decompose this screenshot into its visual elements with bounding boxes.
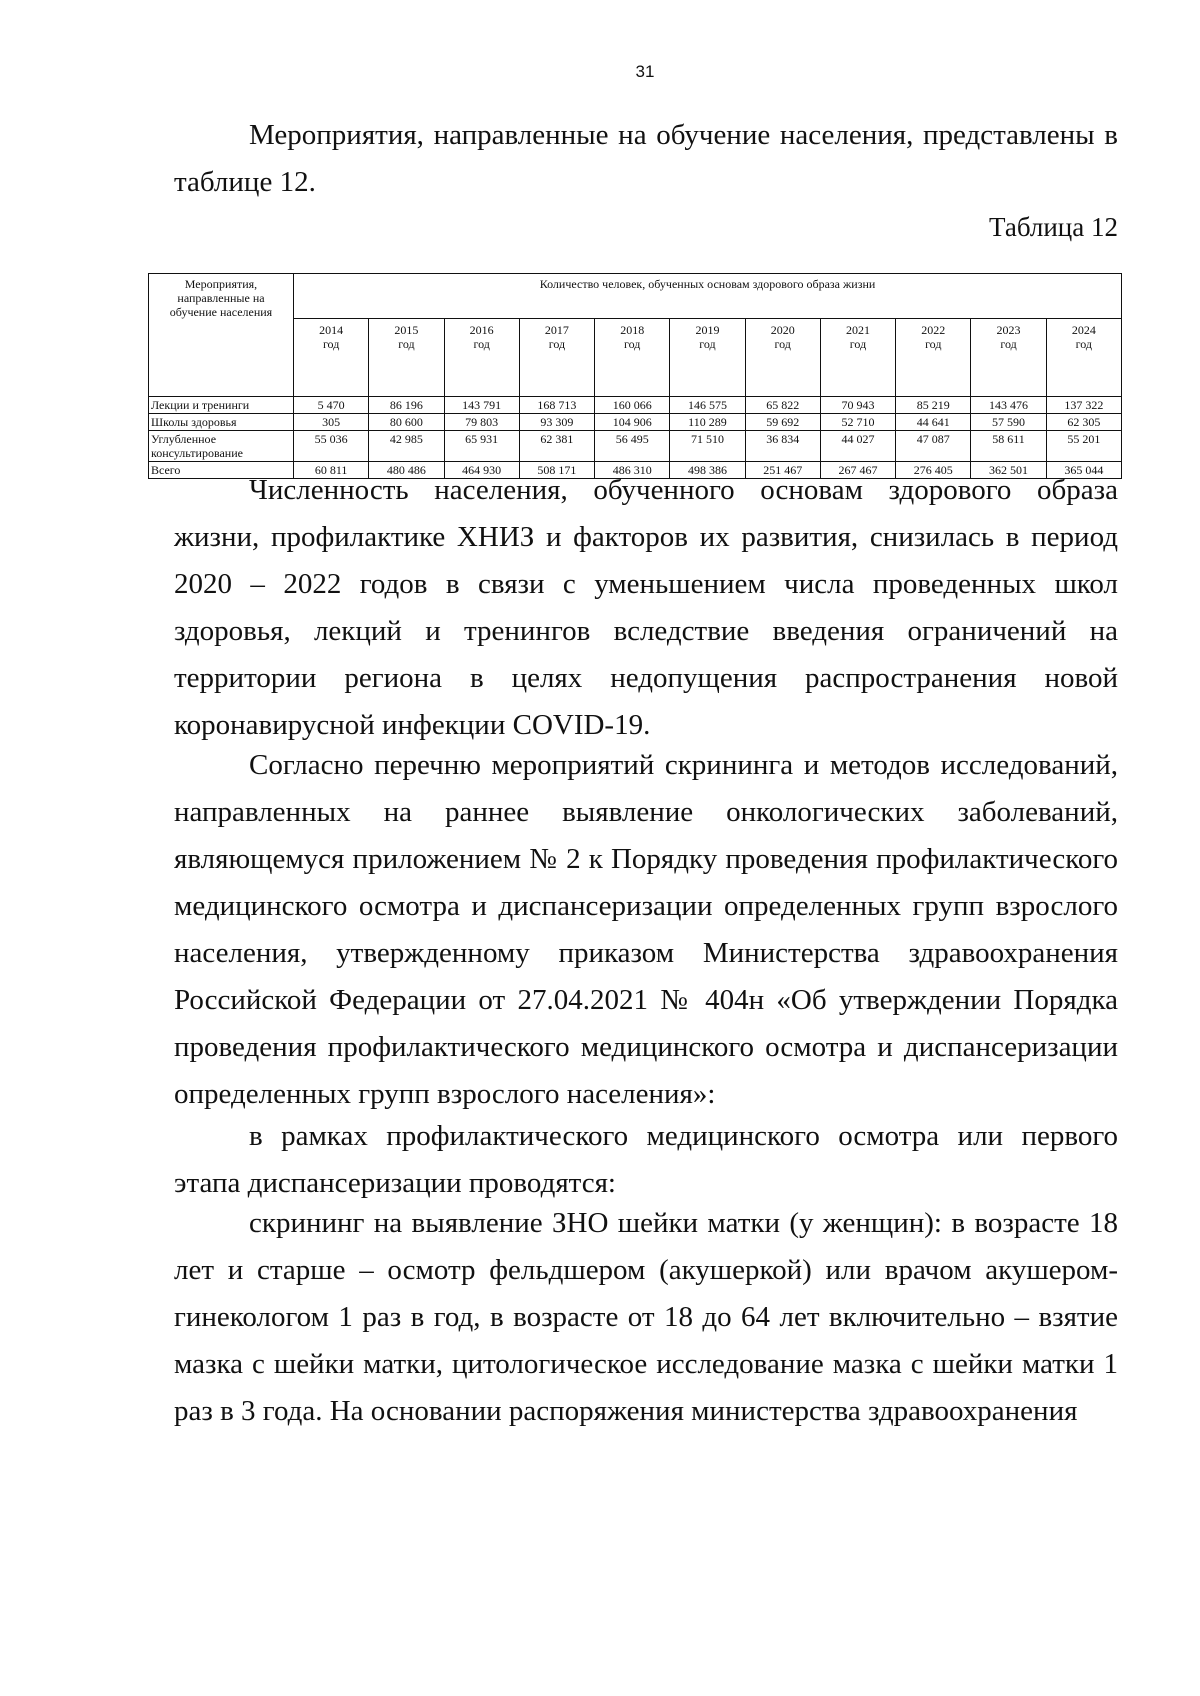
table-cell: 5 470	[294, 397, 369, 414]
year-value: 2021	[845, 323, 870, 337]
year-unit: год	[1075, 337, 1093, 351]
table-cell: 42 985	[369, 431, 444, 462]
year-unit: год	[398, 337, 415, 351]
table-cell: 486 310	[595, 462, 670, 479]
table-cell: 276 405	[896, 462, 971, 479]
table-cell: 57 590	[971, 414, 1046, 431]
year-header-2020	[745, 319, 820, 397]
row-label: Лекции и тренинги	[149, 397, 294, 414]
year-unit: год	[1000, 337, 1017, 351]
year-value: 2019	[695, 323, 720, 337]
year-header-2024	[1046, 319, 1121, 397]
year-unit: год	[473, 337, 490, 351]
table-cell: 137 322	[1046, 397, 1121, 414]
row-label: Углубленное консультирование	[149, 431, 294, 462]
year-header-2021	[820, 319, 895, 397]
intro-paragraph: Мероприятия, направленные на обучение населения, представлены в таблице 12.	[174, 119, 1118, 198]
table-cell: 464 930	[444, 462, 519, 479]
year-header-2023	[971, 319, 1046, 397]
table-cell: 362 501	[971, 462, 1046, 479]
year-value: 2015	[394, 323, 419, 337]
year-value: 2024	[1071, 323, 1096, 337]
table-cell: 251 467	[745, 462, 820, 479]
table-cell: 85 219	[896, 397, 971, 414]
table-cell: 305	[294, 414, 369, 431]
table-cell: 58 611	[971, 431, 1046, 462]
table-cell: 143 476	[971, 397, 1046, 414]
table-cell: 65 931	[444, 431, 519, 462]
table-caption: Таблица 12	[989, 212, 1118, 242]
year-unit: год	[699, 337, 716, 351]
table-cell: 110 289	[670, 414, 745, 431]
page-number: 31	[635, 62, 655, 81]
year-header-row	[149, 319, 1122, 397]
table-cell: 65 822	[745, 397, 820, 414]
paragraph-screening-list: Согласно перечню мероприятий скрининга и методов исследований, направленных на раннее выявление онкологических заболеваний, являющемуся приложением № 2 к Порядку проведения профилактического медицинского осмотра и диспансеризации определенных групп взрослого населения, утвержденному приказом Министерства здравоохранения Российской Федерации от 27.04.2021 № 404н «Об утверждении Порядка проведения профилактического медицинского осмотра и диспансеризации определенных групп взрослого населения»:	[174, 749, 1118, 1110]
year-value: 2022	[921, 323, 946, 337]
table-row	[149, 431, 1122, 462]
year-unit: год	[849, 337, 867, 351]
table-cell: 80 600	[369, 414, 444, 431]
year-value: 2017	[544, 323, 569, 337]
table-cell: 62 381	[519, 431, 594, 462]
group-header-cell: Количество человек, обученных основам здорового образа жизни	[294, 274, 1122, 319]
table-cell: 160 066	[595, 397, 670, 414]
year-header-2016	[444, 319, 519, 397]
table-cell: 55 201	[1046, 431, 1121, 462]
year-value: 2016	[469, 323, 494, 337]
table-row	[149, 397, 1122, 414]
year-value: 2014	[319, 323, 344, 337]
year-header-2015	[369, 319, 444, 397]
table-cell: 267 467	[820, 462, 895, 479]
table-cell: 480 486	[369, 462, 444, 479]
table-cell: 60 811	[294, 462, 369, 479]
year-header-2014	[294, 319, 369, 397]
year-value: 2023	[996, 323, 1021, 337]
year-value: 2018	[620, 323, 645, 337]
row-label: Всего	[149, 462, 294, 479]
table-cell: 498 386	[670, 462, 745, 479]
table-cell: 79 803	[444, 414, 519, 431]
row-label: Школы здоровья	[149, 414, 294, 431]
table-cell: 59 692	[745, 414, 820, 431]
table-cell: 44 027	[820, 431, 895, 462]
table-cell: 62 305	[1046, 414, 1121, 431]
table-cell: 168 713	[519, 397, 594, 414]
year-unit: год	[322, 337, 340, 351]
table-cell: 56 495	[595, 431, 670, 462]
table-cell: 44 641	[896, 414, 971, 431]
table-cell: 104 906	[595, 414, 670, 431]
year-header-2022	[896, 319, 971, 397]
table-cell: 36 834	[745, 431, 820, 462]
paragraph-covid: Численность населения, обученного основам здорового образа жизни, профилактике ХНИЗ и факторов их развития, снизилась в период 2020 – 2022 годов в связи с уменьшением числа проведенных школ здоровья, лекций и тренингов вследствие введения ограничений на территории региона в целях недопущения распространения новой коронавирусной инфекции COVID-19.	[174, 474, 1118, 741]
table-cell: 70 943	[820, 397, 895, 414]
education-table	[148, 273, 1122, 479]
table-cell: 86 196	[369, 397, 444, 414]
year-header-2018	[595, 319, 670, 397]
table-cell: 508 171	[519, 462, 594, 479]
table-cell: 55 036	[294, 431, 369, 462]
year-unit: год	[925, 337, 942, 351]
year-unit: год	[774, 337, 791, 351]
year-header-2017	[519, 319, 594, 397]
year-unit: год	[548, 337, 566, 351]
year-header-2019	[670, 319, 745, 397]
table-cell: 47 087	[896, 431, 971, 462]
paragraph-cervical-screening: скрининг на выявление ЗНО шейки матки (у женщин): в возрасте 18 лет и старше – осмотр фельдшером (акушеркой) или врачом акушером-гинекологом 1 раз в год, в возрасте от 18 до 64 лет включительно – взятие мазка с шейки матки, цитологическое исследование мазка с шейки матки 1 раз в 3 года. На основании распоряжения министерства здравоохранения	[174, 1207, 1118, 1427]
year-unit: год	[624, 337, 641, 351]
year-value: 2020	[770, 323, 795, 337]
table-cell: 93 309	[519, 414, 594, 431]
table-cell: 71 510	[670, 431, 745, 462]
table-cell: 52 710	[820, 414, 895, 431]
table-cell: 143 791	[444, 397, 519, 414]
row-header-cell: Мероприятия, направленные на обучение населения	[149, 274, 294, 397]
table-row	[149, 414, 1122, 431]
paragraph-first-stage: в рамках профилактического медицинского осмотра или первого этапа диспансеризации проводятся:	[174, 1120, 1118, 1199]
table-cell: 365 044	[1046, 462, 1121, 479]
table-cell: 146 575	[670, 397, 745, 414]
